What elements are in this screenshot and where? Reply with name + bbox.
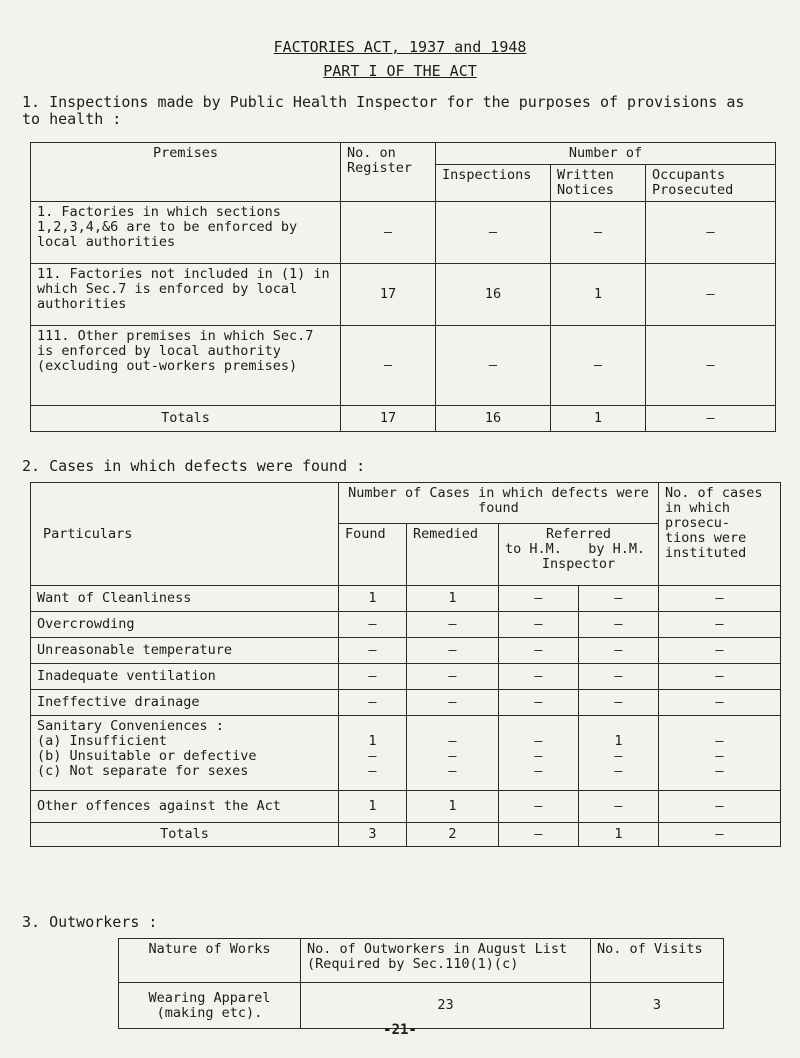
register-header: No. on Register (341, 143, 436, 202)
pros-c: – (715, 763, 724, 779)
by-hm-cell: – (579, 638, 659, 664)
nature-header: Nature of Works (119, 939, 301, 983)
found-cell: – (339, 612, 407, 638)
notices-cell: – (551, 326, 646, 406)
remedied-a: – (448, 733, 457, 749)
inspections-cell: – (436, 202, 551, 264)
remedied-header: Remedied (407, 524, 499, 586)
visits-header: No. of Visits (591, 939, 724, 983)
inspector-label: Inspector (541, 556, 616, 572)
premises-label: 1. Factories in which sections 1,2,3,4,&6 are to be enforced by local authorities (31, 202, 341, 264)
notices-cell: – (551, 202, 646, 264)
to-c: – (534, 763, 543, 779)
pros-b: – (715, 748, 724, 764)
register-total: 17 (341, 406, 436, 432)
prosecutions-cell: – (659, 586, 781, 612)
particular-label: Other offences against the Act (31, 791, 339, 823)
to-b: – (534, 748, 543, 764)
remedied-total: 2 (407, 823, 499, 847)
to-hm-cell (499, 716, 579, 791)
to-hm-label: to H.M. (505, 541, 562, 557)
premises-label: 111. Other premises in which Sec.7 is enforced by local authority (excluding out-workers premises) (31, 326, 341, 406)
to-hm-cell: – (499, 690, 579, 716)
table-row (31, 264, 776, 326)
table-row (31, 791, 781, 823)
remedied-c: – (448, 763, 457, 779)
prosecuted-total: – (646, 406, 776, 432)
occupants-prosecuted-header: Occupants Prosecuted (646, 165, 776, 202)
totals-label: Totals (31, 823, 339, 847)
found-cell: – (339, 664, 407, 690)
premises-label: 11. Factories not included in (1) in which Sec.7 is enforced by local authorities (31, 264, 341, 326)
by-hm-cell: – (579, 586, 659, 612)
prosecutions-total: – (659, 823, 781, 847)
inspections-header-row (31, 143, 776, 165)
by-hm-total: 1 (579, 823, 659, 847)
found-cell: – (339, 638, 407, 664)
register-cell: 17 (341, 264, 436, 326)
by-b: – (614, 748, 623, 764)
prosecuted-cell: – (646, 264, 776, 326)
premises-header: Premises (31, 143, 341, 202)
found-total: 3 (339, 823, 407, 847)
totals-label: Totals (31, 406, 341, 432)
sanitary-item-a: (a) Insufficient (37, 733, 168, 749)
table-row (31, 690, 781, 716)
prosecutions-cell: – (659, 791, 781, 823)
by-hm-label: by H.M. (588, 541, 646, 557)
prosecutions-cell: – (659, 612, 781, 638)
remedied-cell: 1 (407, 791, 499, 823)
remedied-cell: – (407, 690, 499, 716)
by-hm-cell: – (579, 612, 659, 638)
prosecuted-cell: – (646, 326, 776, 406)
defects-header-row (31, 483, 781, 524)
found-header: Found (339, 524, 407, 586)
prosecutions-cell: – (659, 664, 781, 690)
table-row (31, 612, 781, 638)
by-hm-cell: – (579, 690, 659, 716)
sanitary-item-b: (b) Unsuitable or defective (37, 748, 257, 764)
nature-cell: Wearing Apparel (making etc). (119, 983, 301, 1029)
particulars-header: Particulars (31, 483, 339, 586)
sanitary-row (31, 716, 781, 791)
part-title: PART I OF THE ACT (323, 62, 477, 80)
remedied-cell: – (407, 664, 499, 690)
totals-row (31, 823, 781, 847)
number-of-header: Number of (436, 143, 776, 165)
remedied-cell (407, 716, 499, 791)
found-cell: 1 (339, 791, 407, 823)
section-2-title: 2. Cases in which defects were found : (22, 457, 366, 475)
number-of-cases-header: Number of Cases in which defects were found (339, 483, 659, 524)
register-cell: – (341, 202, 436, 264)
notices-total: 1 (551, 406, 646, 432)
prosecutions-cell: – (659, 690, 781, 716)
referred-header (499, 524, 659, 586)
written-notices-header: Written Notices (551, 165, 646, 202)
outworkers-cell: 23 (301, 983, 591, 1029)
remedied-cell: – (407, 612, 499, 638)
inspections-table (30, 142, 776, 432)
to-hm-cell: – (499, 791, 579, 823)
by-a: 1 (614, 733, 623, 749)
outworkers-table (118, 938, 724, 1029)
by-c: – (614, 763, 623, 779)
sanitary-label-cell (31, 716, 339, 791)
section-3-title: 3. Outworkers : (22, 913, 158, 931)
totals-row (31, 406, 776, 432)
inspections-total: 16 (436, 406, 551, 432)
found-a: 1 (368, 733, 377, 749)
visits-cell: 3 (591, 983, 724, 1029)
found-c: – (368, 763, 377, 779)
sanitary-item-c: (c) Not separate for sexes (37, 763, 249, 779)
pros-a: – (715, 733, 724, 749)
by-hm-cell (579, 716, 659, 791)
prosecutions-cell: – (659, 638, 781, 664)
found-cell: 1 (339, 586, 407, 612)
inspections-header: Inspections (436, 165, 551, 202)
referred-label: Referred (545, 526, 612, 542)
particular-label: Ineffective drainage (31, 690, 339, 716)
remedied-b: – (448, 748, 457, 764)
sanitary-title: Sanitary Conveniences : (37, 718, 224, 734)
particular-label: Overcrowding (31, 612, 339, 638)
prosecutions-header: No. of cases in which prosecu- tions were instituted (659, 483, 781, 586)
defects-table (30, 482, 781, 847)
outworkers-header: No. of Outworkers in August List (Required by Sec.110(1)(c) (301, 939, 591, 983)
to-hm-cell: – (499, 664, 579, 690)
notices-cell: 1 (551, 264, 646, 326)
remedied-cell: – (407, 638, 499, 664)
particular-label: Unreasonable temperature (31, 638, 339, 664)
table-row (31, 664, 781, 690)
referred-sub (505, 542, 652, 557)
to-a: – (534, 733, 543, 749)
page-number: -21- (383, 1022, 417, 1038)
particular-label: Want of Cleanliness (31, 586, 339, 612)
by-hm-cell: – (579, 664, 659, 690)
to-hm-cell: – (499, 586, 579, 612)
inspections-cell: 16 (436, 264, 551, 326)
to-hm-cell: – (499, 638, 579, 664)
remedied-cell: 1 (407, 586, 499, 612)
prosecuted-cell: – (646, 202, 776, 264)
section-1-title: 1. Inspections made by Public Health Inspector for the purposes of provisions as to health : (22, 93, 745, 128)
outworkers-header-row (119, 939, 724, 983)
table-row (31, 202, 776, 264)
to-hm-total: – (499, 823, 579, 847)
act-title: FACTORIES ACT, 1937 and 1948 (273, 38, 527, 56)
table-row (31, 586, 781, 612)
prosecutions-cell (659, 716, 781, 791)
register-cell: – (341, 326, 436, 406)
found-b: – (368, 748, 377, 764)
found-cell (339, 716, 407, 791)
found-cell: – (339, 690, 407, 716)
by-hm-cell: – (579, 791, 659, 823)
inspections-cell: – (436, 326, 551, 406)
table-row (31, 326, 776, 406)
to-hm-cell: – (499, 612, 579, 638)
table-row (31, 638, 781, 664)
particular-label: Inadequate ventilation (31, 664, 339, 690)
